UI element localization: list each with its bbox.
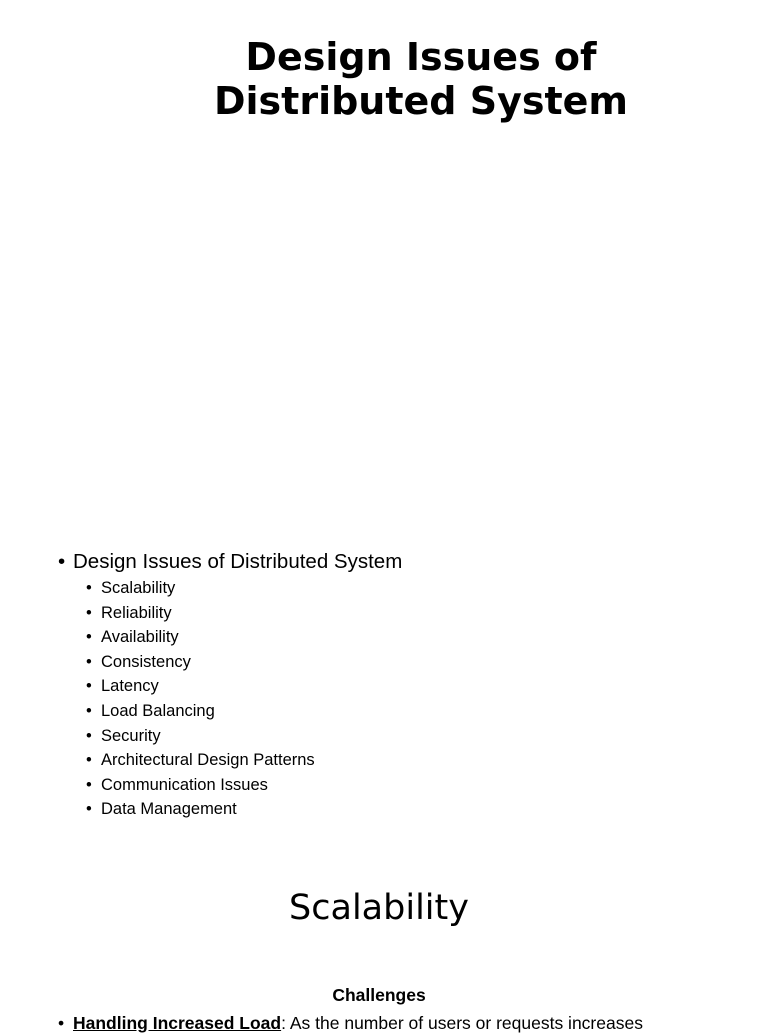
bullet-dot: • (58, 550, 66, 573)
list-item-label: Communication Issues (101, 775, 268, 794)
list-item-label: Load Balancing (101, 701, 215, 720)
list-item-label: Security (101, 726, 161, 745)
list-item (86, 797, 315, 822)
challenge-point (58, 1011, 643, 1035)
list-item (86, 650, 315, 675)
bullet-dot: • (86, 579, 92, 597)
challenge-text: : As the number of users or requests increases (281, 1013, 643, 1033)
bullet-dot: • (86, 800, 92, 819)
bullet-dot: • (86, 701, 92, 720)
bullet-dot: • (86, 603, 92, 622)
bullet-dot: • (86, 775, 92, 794)
section-title: Scalability (289, 888, 469, 928)
list-item (86, 601, 315, 626)
list-item-label: Architectural Design Patterns (101, 751, 315, 770)
bullet-dot: • (86, 677, 92, 696)
bullet-dot: • (86, 628, 92, 647)
challenge-term: Handling Increased Load (73, 1013, 282, 1033)
bullet-dot: • (86, 751, 92, 770)
challenges-heading: Challenges (332, 985, 426, 1005)
list-item-label: Reliability (101, 603, 172, 622)
list-item (86, 699, 315, 724)
list-item (86, 576, 315, 601)
list-item-label: Consistency (101, 652, 191, 671)
overview-heading-bullet (58, 549, 402, 575)
bullet-dot: • (86, 726, 92, 745)
list-item (86, 674, 315, 699)
design-issues-list (86, 576, 315, 822)
list-item-label: Availability (101, 628, 179, 647)
bullet-dot: • (58, 1013, 65, 1033)
list-item (86, 748, 315, 773)
bullet-dot: • (86, 652, 92, 671)
list-item-label: Data Management (101, 800, 237, 819)
list-item-label: Scalability (101, 579, 176, 597)
list-item (86, 773, 315, 798)
slide-title: Design Issues of Distributed System (213, 35, 629, 123)
list-item (86, 625, 315, 650)
list-item-label: Latency (101, 677, 159, 696)
list-item (86, 724, 315, 749)
overview-heading: Design Issues of Distributed System (73, 550, 403, 573)
